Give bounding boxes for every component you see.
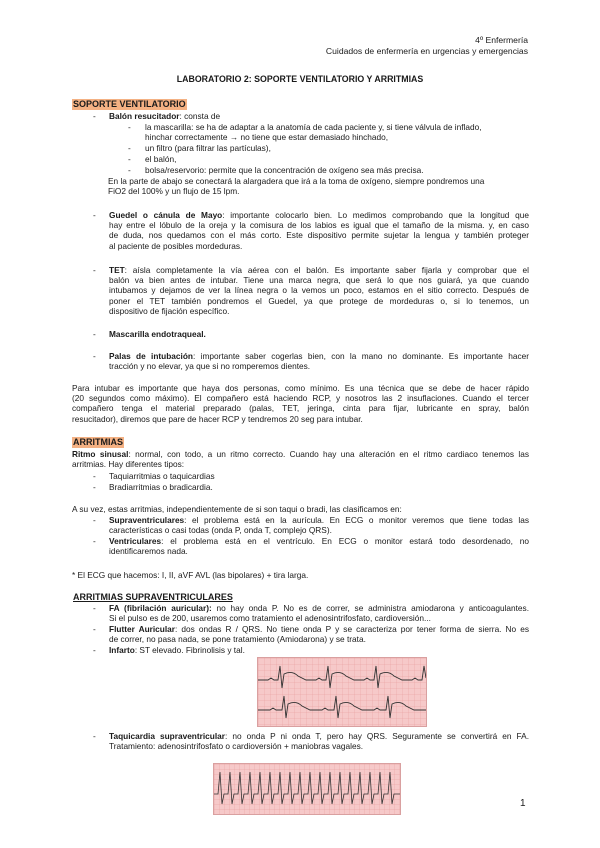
header-subject: Cuidados de enfermería en urgencias y emergencias: [325, 46, 528, 56]
section-heading-supraventriculares: ARRITMIAS SUPRAVENTRICULARES: [73, 592, 233, 602]
bullet-dash: -: [93, 265, 96, 275]
text-fa-2: Si el pulso es de 200, usaremos como tratamiento el adenosintrifosfato, cardioversión...: [109, 613, 431, 624]
item-mascarilla-endotraqueal: [109, 329, 206, 339]
text-vent-2: identificaremos nada.: [109, 546, 188, 557]
text-fio2: FiO2 del 100% y un flujo de 15 lpm.: [108, 186, 240, 196]
text-guedel-3: de duda, nos quedamos con el más corto. Este dispositivo permite sujetar la lengua y también proteger: [109, 230, 529, 241]
text-tet-2: balón va bien antes de intubar. Tiene una marca negra, que será lo que nos guiará, ya que cuando: [109, 275, 529, 286]
term-flutter: Flutter Auricular: [109, 624, 176, 634]
term-ritmo-sinusal: Ritmo sinusal: [72, 449, 129, 459]
text-guedel-1: : importante colocarlo bien. Lo medimos comprobando que la longitud que: [222, 210, 529, 220]
text-ritmo-2: arritmias. Hay diferentes tipos:: [72, 459, 185, 470]
text-balon: : consta de: [179, 111, 221, 121]
item-guedel: [109, 210, 529, 251]
text-palas-2: tracción y no elevar, ya que si no romperemos dientes.: [109, 361, 311, 372]
section-heading-arritmias: ARRITMIAS: [73, 437, 123, 447]
item-supraventriculares: [109, 515, 529, 535]
item-palas: [109, 351, 529, 371]
term-palas: Palas de intubación: [109, 351, 193, 361]
text-tet-4: poner el TET también pondremos el Guedel, ya que protege de mordeduras o, si lo tenemos, un: [109, 295, 529, 306]
sub-item-balon: el balón,: [145, 154, 177, 164]
text-tet-3: intubamos y dejamos de ver la línea negra o la vemos un poco, estamos en el sitio correcto. Después de: [109, 285, 529, 296]
term-guedel: Guedel o cánula de Mayo: [109, 210, 223, 220]
bullet-dash: -: [93, 515, 96, 525]
text-ritmo-1: : normal, con todo, a un ritmo correcto. Cuando hay una alteración en el ritmo cardiaco tenemos las: [128, 449, 529, 459]
text-supra-2: características o casi todas (onda P, onda T, complejo QRS).: [109, 525, 332, 536]
term-ventriculares: Ventriculares: [109, 536, 162, 546]
text-taqui-1: : no onda P ni onda T, pero hay QRS. Seguramente se convertirá en FA.: [225, 731, 529, 741]
sub-item-filtro: un filtro (para filtrar las partículas),: [145, 143, 271, 153]
text-intubar-1: Para intubar es importante que haya dos personas, como mínimo. Es una técnica que se debe de hacer rápido: [72, 383, 529, 393]
text-taqui-2: Tratamiento: adenosintrifosfato o cardioversión + maniobras vagales.: [109, 741, 364, 752]
sub-bullet-dash: -: [128, 122, 131, 132]
text-guedel-4: al paciente de posibles mordeduras.: [109, 240, 243, 251]
bullet-dash: -: [93, 329, 96, 339]
text-clasificacion: A su vez, estas arritmias, independientemente de si son taqui o bradi, las clasificamos en:: [72, 504, 402, 514]
bullet-dash: -: [93, 645, 96, 655]
term-balon: Balón resucitador: [109, 111, 180, 121]
text-vent-1: : el problema está en el ventrículo. En ECG o monitor estará todo desordenado, no: [161, 536, 529, 546]
item-flutter: [109, 624, 529, 644]
item-fa: [109, 603, 529, 623]
term-taquicardia: Taquicardia supraventricular: [109, 731, 226, 741]
header-course-year: 4º Enfermería: [475, 35, 528, 45]
ecg-infarto-image: [257, 657, 427, 727]
sub-item-mascarilla-cont: hinchar correctamente → no tiene que estar demasiado hinchado,: [145, 132, 389, 142]
paragraph-ritmo-sinusal: [72, 449, 529, 469]
item-tet: [109, 265, 529, 316]
text-flutter-2: de correr, no pasa nada, se pone tratamiento (Amiodarona) y se trata.: [109, 634, 366, 645]
section-heading-soporte: SOPORTE VENTILATORIO: [73, 99, 186, 109]
sub-bullet-dash: -: [128, 165, 131, 175]
text-intubar-2: (20 segundos como máximo). El compañero está haciendo RCP, y nosotros las 2 insuflaciones. Cuando el tercer: [72, 393, 529, 404]
sub-bullet-dash: -: [128, 143, 131, 153]
term-mascarilla: Mascarilla endotraqueal.: [109, 329, 206, 339]
bullet-dash: -: [93, 603, 96, 613]
item-infarto: [109, 645, 245, 655]
bullet-dash: -: [93, 731, 96, 741]
item-taquicardia-supraventricular: [109, 731, 529, 751]
term-supraventriculares: Supraventriculares: [109, 515, 185, 525]
text-supra-1: : el problema está en la aurícula. En ECG o monitor veremos que tiene todas las: [184, 515, 529, 525]
sub-item-bolsa: bolsa/reservorio: permite que la concentración de oxígeno sea más precisa.: [145, 165, 424, 175]
bullet-dash: -: [93, 624, 96, 634]
item-taquiarritmias: Taquiarritmias o taquicardias: [109, 471, 215, 481]
text-ecg-note: * El ECG que hacemos: I, II, aVF AVL (las bipolares) + tira larga.: [72, 570, 309, 580]
ecg-taquicardia-image: [213, 763, 401, 815]
term-infarto: Infarto: [109, 645, 135, 655]
bullet-dash: -: [93, 210, 96, 220]
bullet-dash: -: [93, 482, 96, 492]
text-flutter-1: : dos ondas R / QRS. No tiene onda P y se caracteriza por tener forma de sierra. No es: [175, 624, 530, 634]
text-fa-1: no hay onda P. No es de correr, se administra amiodarona y anticoagulantes.: [211, 603, 529, 613]
sub-bullet-dash: -: [128, 154, 131, 164]
text-intubar-3: compañero tenga el material preparado (palas, TET, jeringa, cinta para fijar, lubricante en spray, balón: [72, 403, 529, 414]
paragraph-intubar: [72, 383, 529, 424]
page-title: LABORATORIO 2: SOPORTE VENTILATORIO Y ARRITMIAS: [176, 74, 424, 84]
text-infarto: : ST elevado. Fibrinolisis y tal.: [134, 645, 245, 655]
text-alargadera: En la parte de abajo se conectará la alargadera que irá a la toma de oxígeno, siempre pondremos una: [108, 176, 485, 186]
text-palas-1: : importante saber cogerlas bien, con la mano no dominante. Es importante hacer: [192, 351, 530, 361]
text-tet-1: : aísla completamente la vía aérea con el balón. Es importante saber fijarla y comprobar que el: [124, 265, 529, 275]
item-bradiarritmias: Bradiarritmias o bradicardia.: [109, 482, 213, 492]
item-ventriculares: [109, 536, 529, 556]
text-guedel-2: hay entre el lóbulo de la oreja y la comisura de los labios es igual que el tamaño de la misma. y, en caso: [109, 220, 529, 231]
item-balon: [109, 111, 220, 121]
term-fa: FA (fibrilación auricular):: [109, 603, 212, 613]
bullet-dash: -: [93, 471, 96, 481]
ecg-infarto-trace: [258, 658, 426, 726]
ecg-taquicardia-trace: [214, 764, 400, 814]
bullet-dash: -: [93, 536, 96, 546]
bullet-dash: -: [93, 351, 96, 361]
term-tet: TET: [109, 265, 125, 275]
page-number: 1: [520, 798, 526, 809]
text-tet-5: dispositivo de fijación específico.: [109, 305, 230, 316]
sub-item-mascarilla: la mascarilla: se ha de adaptar a la anatomía de cada paciente y, si tiene válvula de inflado,: [145, 122, 482, 132]
bullet-dash: -: [93, 111, 96, 121]
text-intubar-4: resucitador), diremos que pare de hacer RCP y tendremos 20 seg para intubar.: [72, 413, 363, 424]
